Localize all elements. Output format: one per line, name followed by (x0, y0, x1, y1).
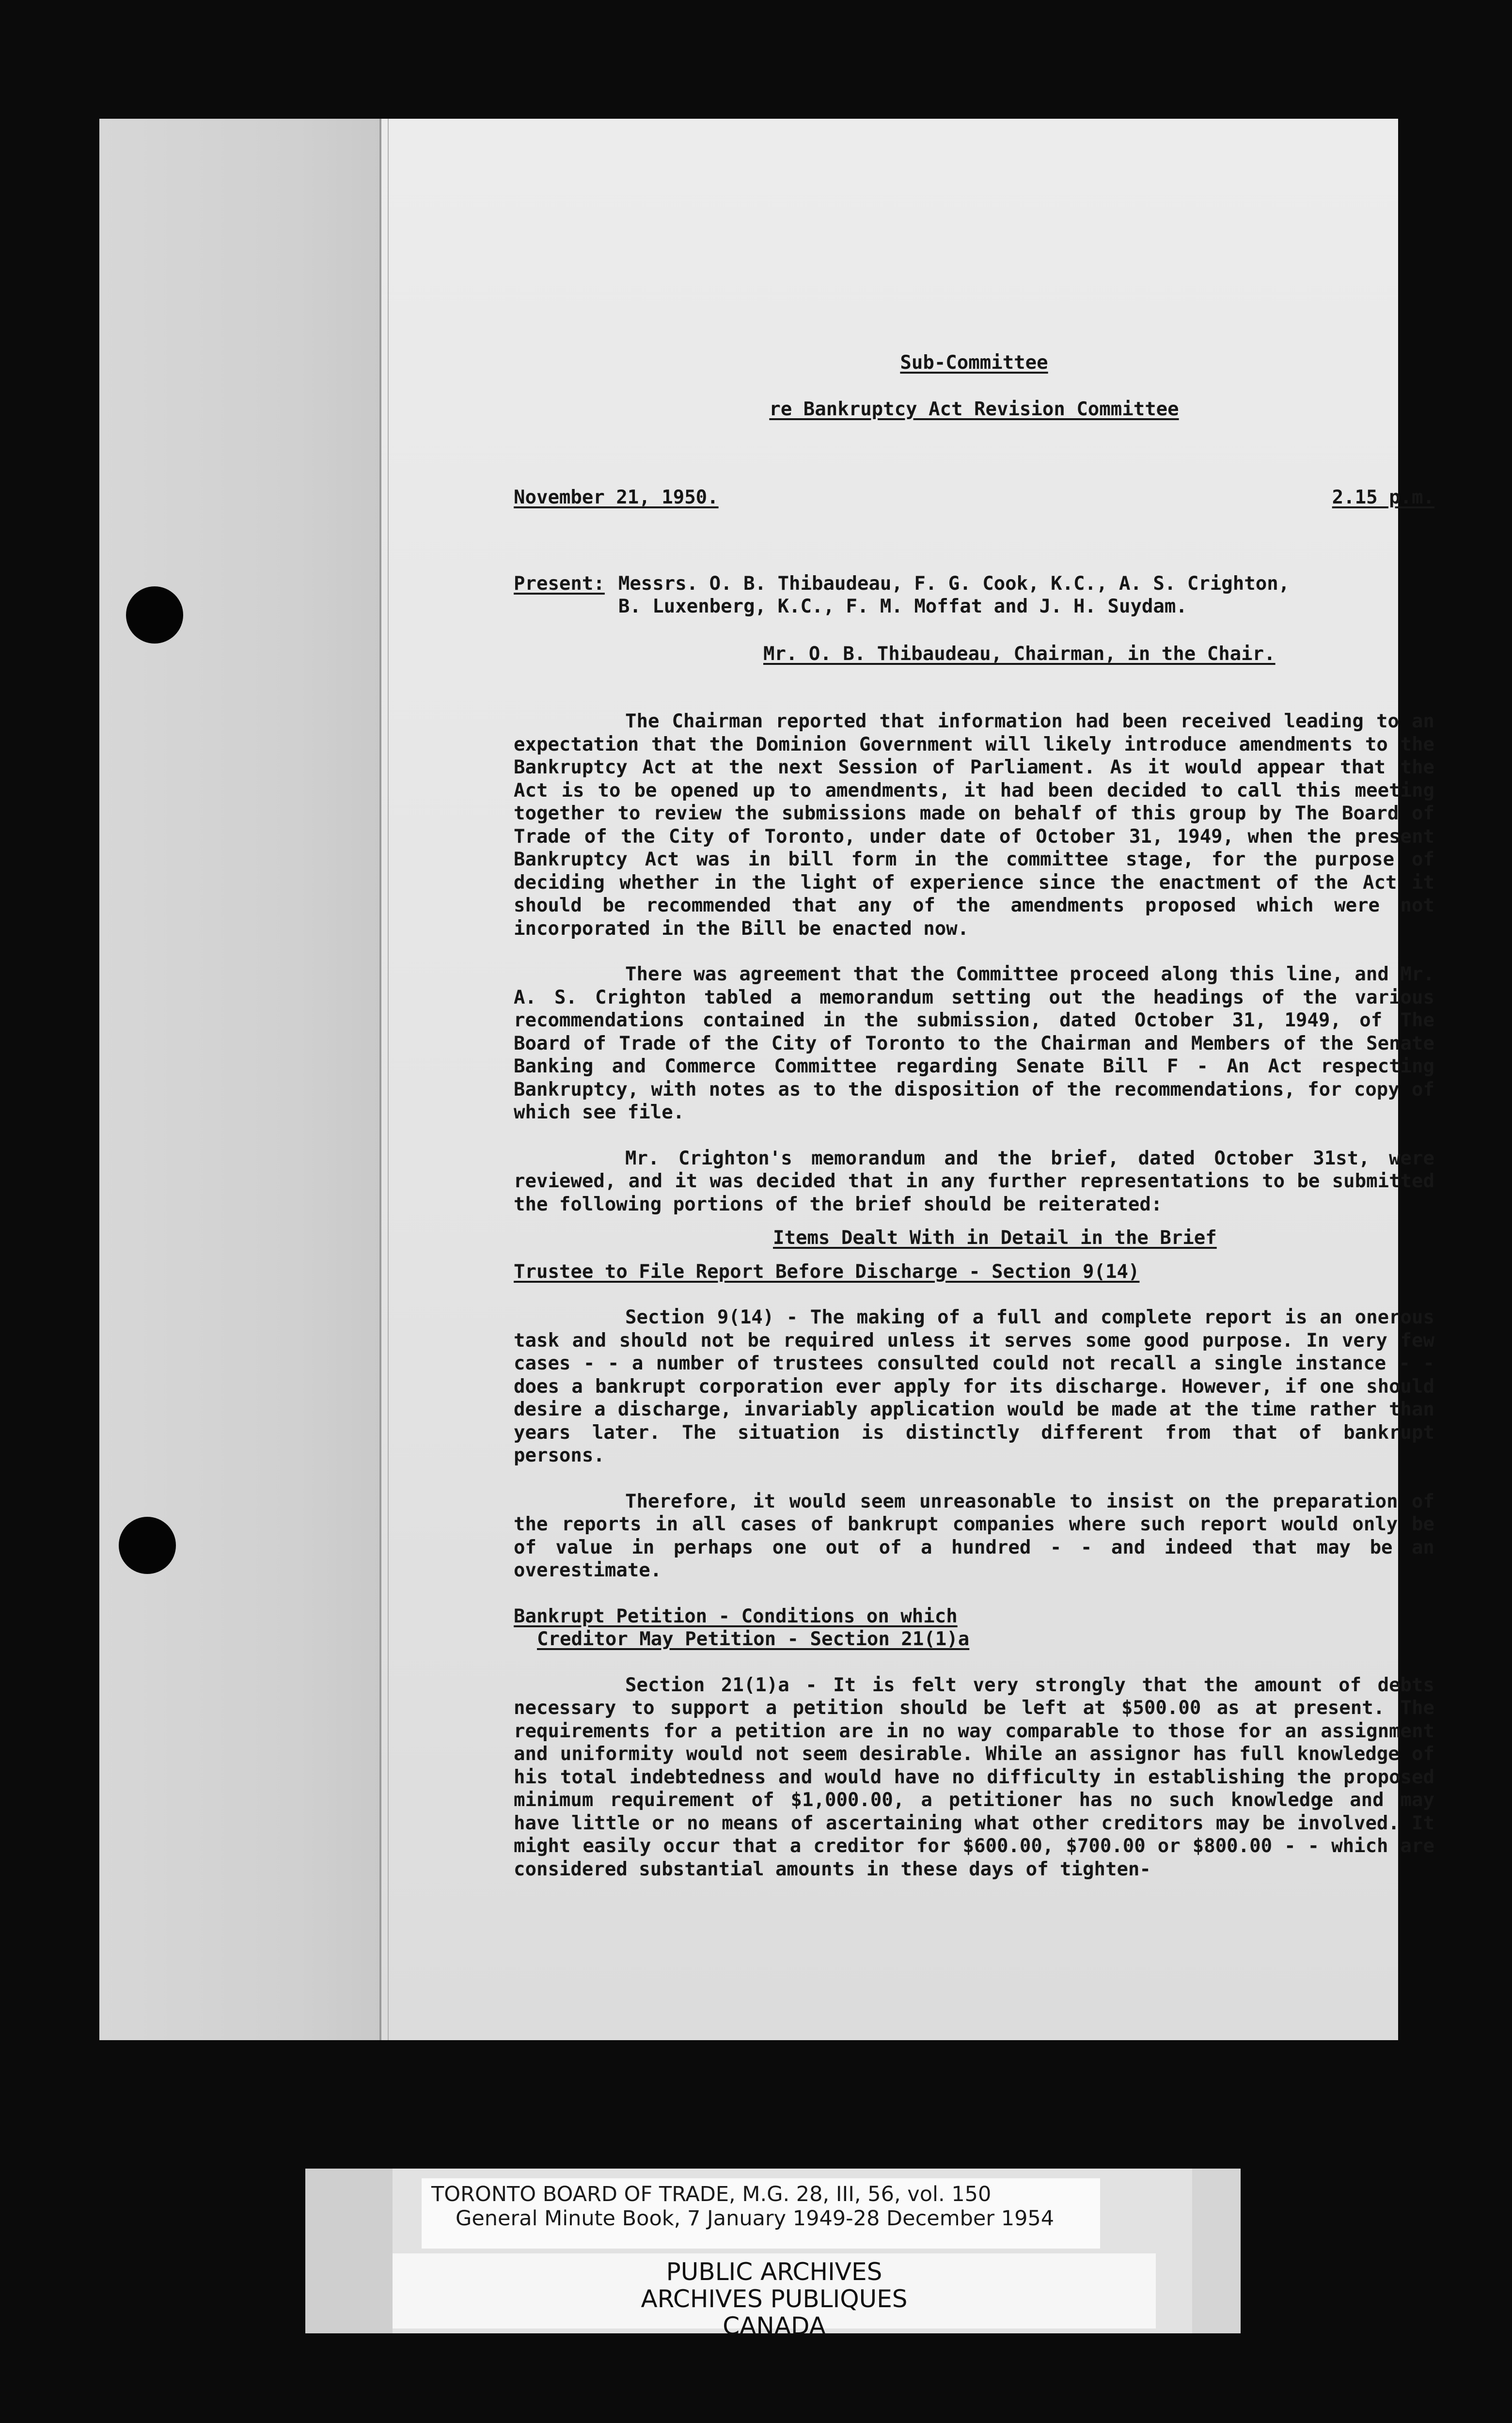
present-line-2: B. Luxenberg, K.C., F. M. Moffat and J. H. Suydam. (618, 596, 1187, 617)
paragraph-6: Section 21(1)a - It is felt very strongly that the amount of debts necessary to support a petition should be left at $500.00 as at present. The requirements for a petition are in no way comparable to those for an assignment and uniformity would not seem desirable. While an assignor has full knowledge of his total indebtedness and would have no difficulty in establishing the proposed minimum requirement of $1,000.00, a petitioner has no such knowledge and may have little or no means of ascertaining what other creditors may be involved. It might easily occur that a creditor for $600.00, $700.00 or $800.00 - - which are considered substantial amounts in these days of tighten- (514, 1674, 1434, 1880)
punch-hole (126, 586, 183, 644)
stamp-line-3: CANADA (723, 2312, 826, 2340)
archive-stamp (393, 2253, 1156, 2340)
paragraph-2: There was agreement that the Committee proceed along this line, and Mr. A. S. Crighton tabled a memorandum setting out the headings of the various recommendations contained in the submission, dated October 31, 1949, of The Board of Trade of the City of Toronto to the Chairman and Members of the Senate Banking and Commerce Committee regarding Senate Bill F - An Act respecting Bankruptcy, with notes as to the disposition of the recommendations, for copy of which see file. (514, 963, 1434, 1123)
doc-subtitle: re Bankruptcy Act Revision Committee (769, 398, 1179, 420)
present-label: Present: (514, 572, 605, 595)
margin-line-inner (388, 119, 389, 2040)
heading-section-21: Bankrupt Petition - Conditions on which Creditor May Petition - Section 21(1)a (514, 1605, 970, 1650)
heading-section-9: Trustee to File Report Before Discharge - Section 9(14) (514, 1260, 1140, 1283)
doc-title: Sub-Committee (900, 352, 1048, 374)
chair-line: Mr. O. B. Thibaudeau, Chairman, in the Chair. (763, 643, 1276, 665)
attendees (514, 572, 1434, 618)
date-time-row (514, 486, 1434, 509)
archive-line-1: TORONTO BOARD OF TRADE, M.G. 28, III, 56, vol. 150 (431, 2182, 992, 2206)
binding-strip (99, 119, 380, 2040)
paragraph-4: Section 9(14) - The making of a full and complete report is an onerous task and should not be required unless it serves some good purpose. In very few cases - - a number of trustees consulted could not recall a single instance - - does a bankrupt corporation ever apply for its discharge. However, if one should desire a discharge, invariably application would be made at the time rather than years later. The situation is distinctly different from that of bankrupt persons. (514, 1306, 1434, 1466)
document-page (99, 119, 1434, 2040)
paragraph-3: Mr. Crighton's memorandum and the brief, dated October 31st, were reviewed, and it was decided that in any further representations to be submitted the following portions of the brief should be reiterated: (514, 1147, 1434, 1215)
paragraph-1: The Chairman reported that information had been received leading to an expectation that the Dominion Government will likely introduce amendments to the Bankruptcy Act at the next Session of Parliament. As it would appear that the Act is to be opened up to amendments, it had been decided to call this meeting together to review the submissions made on behalf of this group by The Board of Trade of the City of Toronto, under date of October 31, 1949, when the present Bankruptcy Act was in bill form in the committee stage, for the purpose of deciding whether in the light of experience since the enactment of the Act it should be recommended that any of the amendments proposed which were not incorporated in the Bill be enacted now. (514, 710, 1434, 940)
section-heading: Items Dealt With in Detail in the Brief (773, 1227, 1217, 1249)
stamp-line-2: ARCHIVES PUBLIQUES (641, 2285, 908, 2313)
margin-line (379, 119, 381, 2040)
paragraph-5: Therefore, it would seem unreasonable to insist on the preparation of the reports in all cases of bankrupt companies where such report would only be of value in perhaps one out of a hundred - - and indeed that may be an overestimate. (514, 1490, 1434, 1581)
stamp-line-1: PUBLIC ARCHIVES (666, 2258, 882, 2286)
archive-reference (422, 2178, 1100, 2249)
archive-label (305, 2169, 1241, 2340)
meeting-time: 2.15 p.m. (1332, 487, 1434, 508)
archive-line-2: General Minute Book, 7 January 1949-28 December 1954 (456, 2206, 1055, 2231)
meeting-date: November 21, 1950. (514, 487, 719, 508)
punch-hole (119, 1517, 176, 1574)
minutes-text (514, 351, 1434, 1881)
present-line-1: Messrs. O. B. Thibaudeau, F. G. Cook, K.C., A. S. Crighton, (618, 572, 1290, 595)
